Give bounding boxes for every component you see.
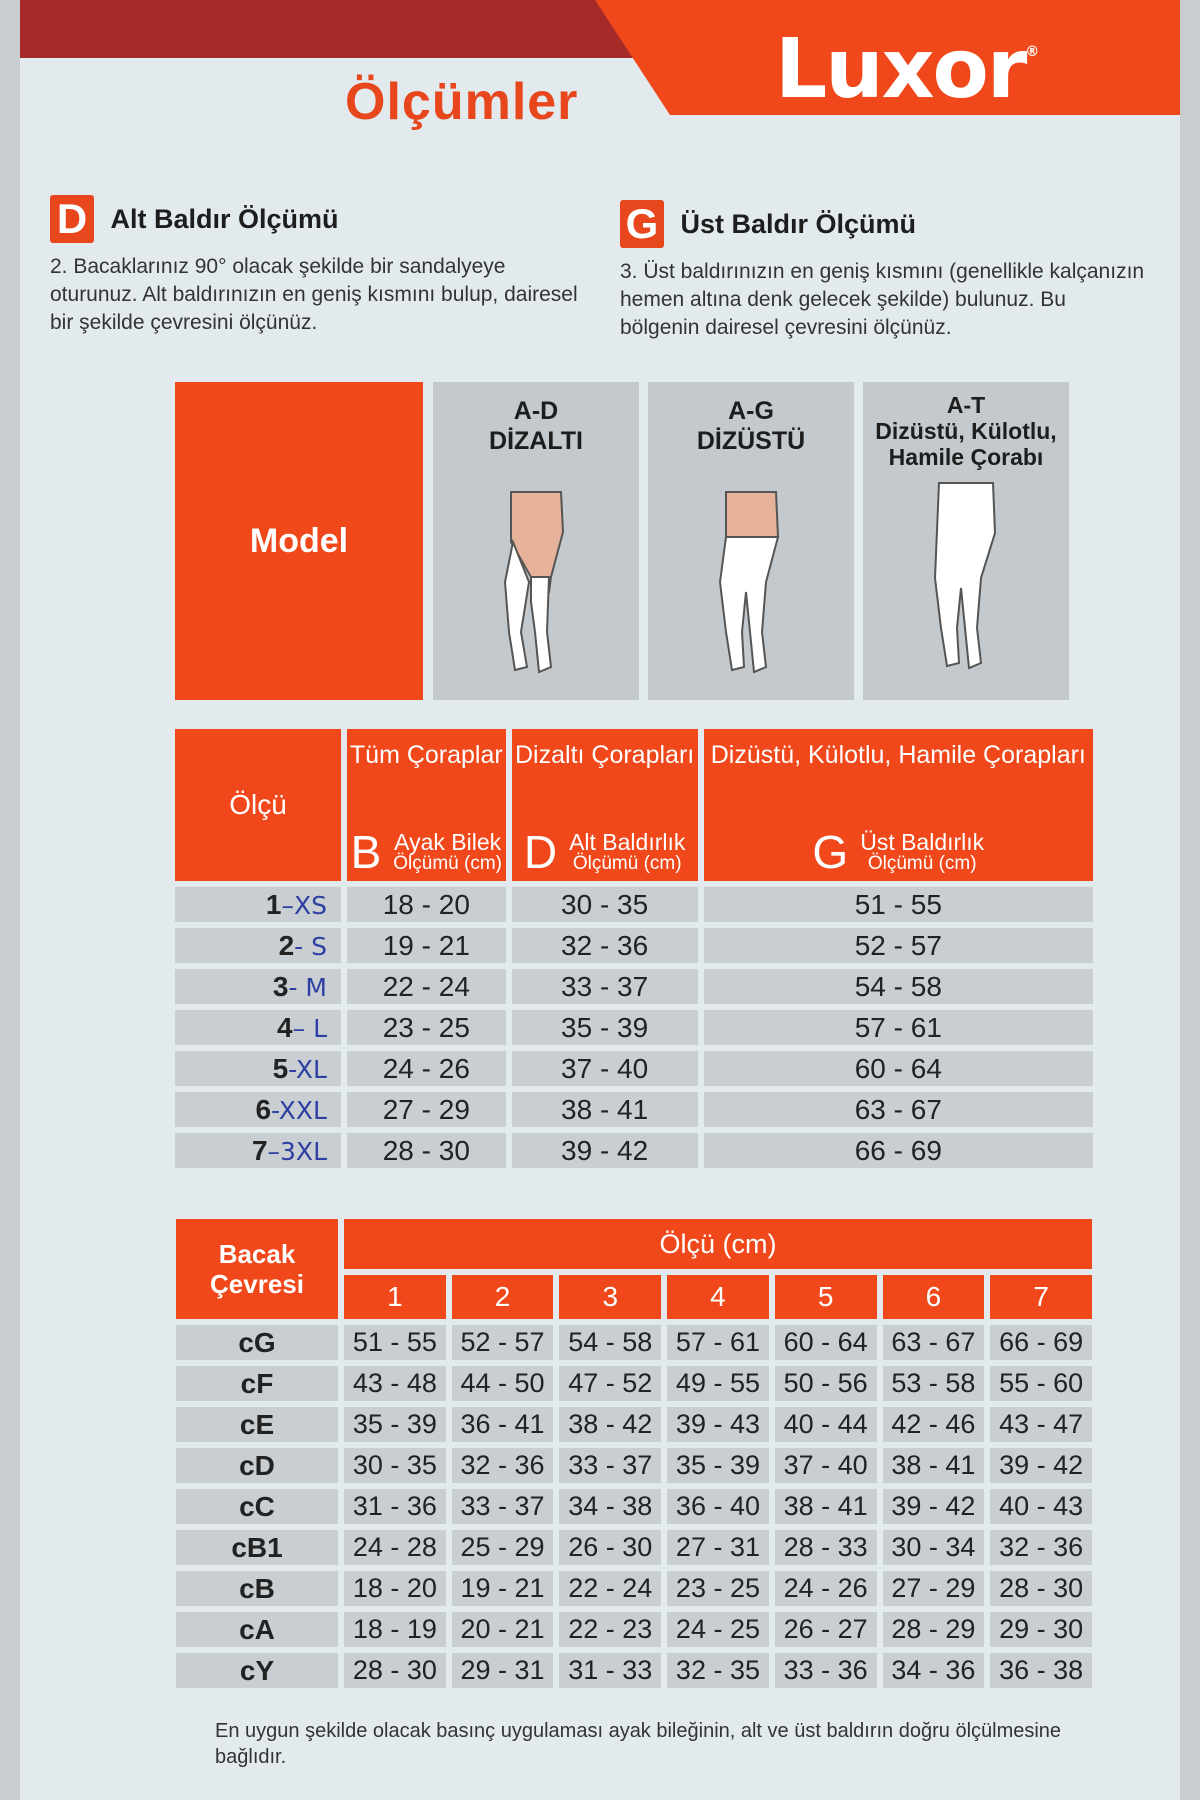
leg-value: 24 - 28 bbox=[344, 1530, 446, 1565]
leg-value: 30 - 34 bbox=[883, 1530, 985, 1565]
size-g-value: 60 - 64 bbox=[704, 1051, 1093, 1086]
leg-value: 43 - 48 bbox=[344, 1366, 446, 1401]
leg-value: 22 - 24 bbox=[559, 1571, 661, 1606]
leg-value: 18 - 19 bbox=[344, 1612, 446, 1647]
size-g-value: 51 - 55 bbox=[704, 887, 1093, 922]
leg-value: 22 - 23 bbox=[559, 1612, 661, 1647]
size-d-value: 39 - 42 bbox=[512, 1133, 698, 1168]
leg-value: 53 - 58 bbox=[883, 1366, 985, 1401]
size-row bbox=[175, 1133, 1093, 1168]
leg-row bbox=[176, 1366, 1092, 1401]
size-label: 4– L bbox=[175, 1010, 341, 1045]
leg-value: 26 - 30 bbox=[559, 1530, 661, 1565]
leg-value: 51 - 55 bbox=[344, 1325, 446, 1360]
size-d-value: 35 - 39 bbox=[512, 1010, 698, 1045]
leg-value: 28 - 30 bbox=[344, 1653, 446, 1688]
model-a-t-code: A-T bbox=[946, 392, 986, 418]
leg-value: 28 - 30 bbox=[990, 1571, 1092, 1606]
size-b-value: 23 - 25 bbox=[347, 1010, 506, 1045]
luxor-logo: Luxor® bbox=[775, 22, 1038, 117]
size-b-value: 22 - 24 bbox=[347, 969, 506, 1004]
leg-value: 38 - 41 bbox=[775, 1489, 877, 1524]
size-d-value: 33 - 37 bbox=[512, 969, 698, 1004]
measure-g-text: 3. Üst baldırınızın en geniş kısmını (genellikle kalçanızın hemen altına denk gelecek şekilde) bulunuz. Bu bölgenin dairesel çevresini ölçünüz. bbox=[620, 260, 1145, 339]
size-row bbox=[175, 928, 1093, 963]
leg-row bbox=[176, 1407, 1092, 1442]
leg-row bbox=[176, 1448, 1092, 1483]
leg-value: 28 - 29 bbox=[883, 1612, 985, 1647]
model-a-t-name: Dizüstü, Külotlu, Hamile Çorabı bbox=[875, 418, 1057, 470]
leg-row-label: cA bbox=[176, 1612, 338, 1647]
leg-value: 40 - 43 bbox=[990, 1489, 1092, 1524]
leg-row bbox=[176, 1571, 1092, 1606]
model-label: Model bbox=[175, 382, 423, 700]
size-label: 2- S bbox=[175, 928, 341, 963]
leg-value: 19 - 21 bbox=[452, 1571, 554, 1606]
leg-value: 60 - 64 bbox=[775, 1325, 877, 1360]
leg-row bbox=[176, 1325, 1092, 1360]
size-d-value: 30 - 35 bbox=[512, 887, 698, 922]
leg-row-label: cB1 bbox=[176, 1530, 338, 1565]
leg-value: 57 - 61 bbox=[667, 1325, 769, 1360]
leg-value: 35 - 39 bbox=[344, 1407, 446, 1442]
size-row bbox=[175, 1051, 1093, 1086]
col-d-header: Dizaltı Çorapları D Alt Baldırlık Ölçümü (cm) bbox=[512, 729, 698, 881]
leg-value: 40 - 44 bbox=[775, 1407, 877, 1442]
model-row bbox=[175, 382, 1093, 700]
size-g-value: 52 - 57 bbox=[704, 928, 1093, 963]
leg-value: 36 - 40 bbox=[667, 1489, 769, 1524]
size-row bbox=[175, 969, 1093, 1004]
leg-value: 50 - 56 bbox=[775, 1366, 877, 1401]
measure-g-letter: G bbox=[620, 200, 664, 248]
col-b-header: Tüm Çoraplar B Ayak Bilek Ölçümü (cm) bbox=[347, 729, 506, 881]
size-number: 6 bbox=[883, 1275, 985, 1319]
below-knee-stocking-icon bbox=[491, 482, 581, 682]
size-b-value: 24 - 26 bbox=[347, 1051, 506, 1086]
size-label: 5-XL bbox=[175, 1051, 341, 1086]
leg-row-label: cF bbox=[176, 1366, 338, 1401]
chart-card bbox=[20, 0, 1180, 1800]
leg-value: 32 - 36 bbox=[452, 1448, 554, 1483]
leg-value: 33 - 37 bbox=[452, 1489, 554, 1524]
leg-value: 26 - 27 bbox=[775, 1612, 877, 1647]
leg-value: 29 - 30 bbox=[990, 1612, 1092, 1647]
leg-value: 63 - 67 bbox=[883, 1325, 985, 1360]
size-g-value: 66 - 69 bbox=[704, 1133, 1093, 1168]
leg-value: 54 - 58 bbox=[559, 1325, 661, 1360]
size-number: 7 bbox=[990, 1275, 1092, 1319]
thigh-stocking-icon bbox=[706, 482, 796, 682]
size-number: 4 bbox=[667, 1275, 769, 1319]
footnote: En uygun şekilde olacak basınç uygulaması ayak bileğinin, alt ve üst baldırın doğru ölçülmesine bağlıdır. bbox=[215, 1720, 1062, 1768]
size-row bbox=[175, 887, 1093, 922]
leg-value: 34 - 36 bbox=[883, 1653, 985, 1688]
size-number: 5 bbox=[775, 1275, 877, 1319]
leg-value: 43 - 47 bbox=[990, 1407, 1092, 1442]
leg-value: 34 - 38 bbox=[559, 1489, 661, 1524]
size-label: 3- M bbox=[175, 969, 341, 1004]
leg-row bbox=[176, 1530, 1092, 1565]
leg-value: 18 - 20 bbox=[344, 1571, 446, 1606]
bacak-cevresi-header: Bacak Çevresi bbox=[176, 1219, 338, 1319]
leg-row-label: cE bbox=[176, 1407, 338, 1442]
leg-value: 38 - 42 bbox=[559, 1407, 661, 1442]
measure-g-section bbox=[620, 200, 1150, 342]
size-number: 1 bbox=[344, 1275, 446, 1319]
leg-value: 28 - 33 bbox=[775, 1530, 877, 1565]
leg-value: 31 - 36 bbox=[344, 1489, 446, 1524]
measure-d-section bbox=[50, 195, 580, 337]
size-row bbox=[175, 1010, 1093, 1045]
pantyhose-icon bbox=[921, 478, 1011, 678]
size-b-value: 18 - 20 bbox=[347, 887, 506, 922]
leg-value: 35 - 39 bbox=[667, 1448, 769, 1483]
leg-circumference-table bbox=[170, 1213, 1098, 1694]
leg-row-label: cY bbox=[176, 1653, 338, 1688]
model-a-t bbox=[863, 382, 1069, 700]
leg-value: 27 - 29 bbox=[883, 1571, 985, 1606]
leg-value: 27 - 31 bbox=[667, 1530, 769, 1565]
leg-value: 36 - 41 bbox=[452, 1407, 554, 1442]
leg-value: 24 - 25 bbox=[667, 1612, 769, 1647]
size-g-value: 57 - 61 bbox=[704, 1010, 1093, 1045]
leg-value: 42 - 46 bbox=[883, 1407, 985, 1442]
measure-d-letter: D bbox=[50, 195, 94, 243]
size-b-value: 27 - 29 bbox=[347, 1092, 506, 1127]
size-number: 2 bbox=[452, 1275, 554, 1319]
leg-row bbox=[176, 1653, 1092, 1688]
leg-value: 39 - 43 bbox=[667, 1407, 769, 1442]
size-d-value: 38 - 41 bbox=[512, 1092, 698, 1127]
leg-row-label: cC bbox=[176, 1489, 338, 1524]
leg-value: 30 - 35 bbox=[344, 1448, 446, 1483]
leg-value: 32 - 35 bbox=[667, 1653, 769, 1688]
leg-value: 44 - 50 bbox=[452, 1366, 554, 1401]
leg-value: 66 - 69 bbox=[990, 1325, 1092, 1360]
page-title: Ölçümler bbox=[345, 73, 579, 131]
size-b-value: 19 - 21 bbox=[347, 928, 506, 963]
model-a-d bbox=[433, 382, 639, 700]
size-d-value: 32 - 36 bbox=[512, 928, 698, 963]
leg-value: 29 - 31 bbox=[452, 1653, 554, 1688]
leg-value: 39 - 42 bbox=[883, 1489, 985, 1524]
size-g-value: 63 - 67 bbox=[704, 1092, 1093, 1127]
leg-value: 39 - 42 bbox=[990, 1448, 1092, 1483]
size-table bbox=[169, 723, 1099, 1174]
size-g-value: 54 - 58 bbox=[704, 969, 1093, 1004]
size-row bbox=[175, 1092, 1093, 1127]
size-label: 7–3XL bbox=[175, 1133, 341, 1168]
size-label: 6-XXL bbox=[175, 1092, 341, 1127]
model-a-d-name: DİZALTI bbox=[489, 427, 583, 455]
leg-value: 24 - 26 bbox=[775, 1571, 877, 1606]
leg-row-label: cB bbox=[176, 1571, 338, 1606]
leg-row bbox=[176, 1489, 1092, 1524]
leg-value: 49 - 55 bbox=[667, 1366, 769, 1401]
size-number: 3 bbox=[559, 1275, 661, 1319]
col-g-header: Dizüstü, Külotlu, Hamile Çorapları G Üst Baldırlık Ölçümü (cm) bbox=[704, 729, 1093, 881]
measure-d-title: Alt Baldır Ölçümü bbox=[110, 203, 339, 234]
leg-value: 36 - 38 bbox=[990, 1653, 1092, 1688]
model-a-d-code: A-D bbox=[513, 397, 559, 425]
leg-value: 33 - 37 bbox=[559, 1448, 661, 1483]
leg-value: 20 - 21 bbox=[452, 1612, 554, 1647]
leg-row-label: cD bbox=[176, 1448, 338, 1483]
measure-d-text: 2. Bacaklarınız 90° olacak şekilde bir sandalyeye oturunuz. Alt baldırınızın en geniş kısmını bulup, dairesel bir şekilde çevresini ölçünüz. bbox=[50, 255, 578, 334]
leg-value: 37 - 40 bbox=[775, 1448, 877, 1483]
size-header: Ölçü bbox=[175, 729, 341, 881]
measure-g-title: Üst Baldır Ölçümü bbox=[680, 208, 916, 239]
model-a-g-name: DİZÜSTÜ bbox=[696, 427, 806, 455]
leg-value: 32 - 36 bbox=[990, 1530, 1092, 1565]
leg-value: 52 - 57 bbox=[452, 1325, 554, 1360]
leg-value: 38 - 41 bbox=[883, 1448, 985, 1483]
leg-row-label: cG bbox=[176, 1325, 338, 1360]
olcu-cm-header: Ölçü (cm) bbox=[344, 1219, 1092, 1269]
model-a-g-code: A-G bbox=[728, 397, 774, 425]
size-label: 1–XS bbox=[175, 887, 341, 922]
leg-value: 23 - 25 bbox=[667, 1571, 769, 1606]
leg-value: 47 - 52 bbox=[559, 1366, 661, 1401]
leg-value: 31 - 33 bbox=[559, 1653, 661, 1688]
size-d-value: 37 - 40 bbox=[512, 1051, 698, 1086]
leg-value: 55 - 60 bbox=[990, 1366, 1092, 1401]
size-b-value: 28 - 30 bbox=[347, 1133, 506, 1168]
leg-value: 25 - 29 bbox=[452, 1530, 554, 1565]
model-a-g bbox=[648, 382, 854, 700]
leg-value: 33 - 36 bbox=[775, 1653, 877, 1688]
leg-row bbox=[176, 1612, 1092, 1647]
